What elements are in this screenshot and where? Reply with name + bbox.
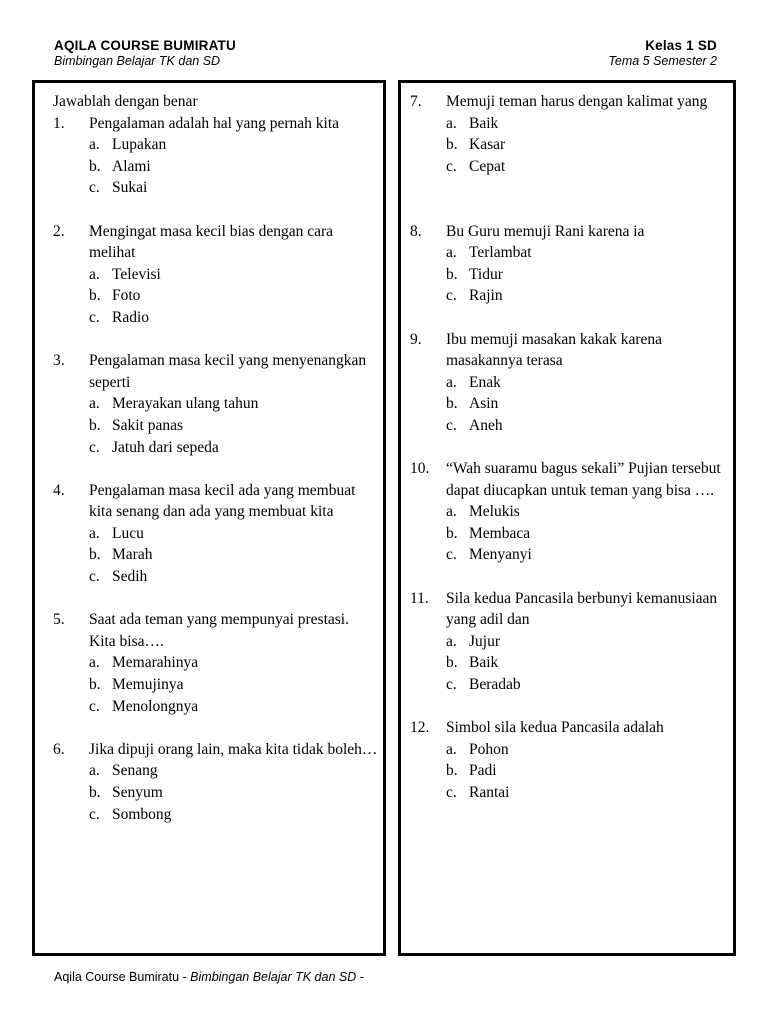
- option-letter: c.: [446, 157, 457, 175]
- header-left: [54, 38, 236, 69]
- answer-option: [410, 264, 732, 286]
- question-item: [410, 588, 732, 696]
- footer-trail: -: [356, 970, 364, 984]
- question-number: 12.: [410, 719, 430, 737]
- answer-option: [53, 804, 379, 826]
- answer-option: [410, 393, 732, 415]
- option-letter: a.: [89, 524, 100, 542]
- option-letter: a.: [446, 632, 457, 650]
- option-text: Pohon: [469, 740, 509, 758]
- question-number: 10.: [410, 460, 430, 478]
- answer-option: [410, 674, 732, 696]
- option-text: Alami: [112, 157, 151, 175]
- answer-option: [410, 285, 732, 307]
- option-text: Sedih: [112, 568, 148, 586]
- option-letter: a.: [89, 762, 100, 780]
- answer-option: [53, 134, 379, 156]
- question-text: Saat ada teman yang mempunyai prestasi. Kita bisa….: [89, 611, 349, 650]
- option-list: [410, 739, 732, 804]
- left-column: [53, 91, 379, 847]
- option-text: Jatuh dari sepeda: [112, 438, 219, 456]
- question-text: Mengingat masa kecil bias dengan cara melihat: [89, 222, 334, 262]
- option-letter: c.: [446, 287, 457, 305]
- question-item: [410, 329, 732, 437]
- option-text: Memarahinya: [112, 654, 199, 672]
- question-item: [53, 480, 379, 588]
- option-letter: a.: [89, 265, 100, 283]
- course-name: AQILA COURSE BUMIRATU: [54, 38, 236, 53]
- option-text: Kasar: [469, 136, 506, 154]
- option-text: Sombong: [112, 805, 172, 823]
- option-text: Beradab: [469, 676, 521, 694]
- option-list: [410, 501, 732, 566]
- question-number: 6.: [53, 740, 65, 758]
- answer-option: [53, 523, 379, 545]
- question-number: 4.: [53, 481, 65, 499]
- answer-option: [53, 415, 379, 437]
- answer-option: [53, 566, 379, 588]
- answer-option: [53, 696, 379, 718]
- option-letter: b.: [446, 395, 458, 413]
- option-text: Baik: [469, 654, 499, 672]
- answer-option: [53, 437, 379, 459]
- question-row: [53, 739, 379, 761]
- question-text: “Wah suaramu bagus sekali” Pujian tersebut dapat diucapkan untuk teman yang bisa ….: [446, 460, 721, 499]
- question-item: [53, 609, 379, 717]
- question-row: [410, 588, 732, 631]
- option-text: Memujinya: [112, 676, 184, 694]
- option-text: Padi: [469, 762, 497, 780]
- answer-option: [53, 177, 379, 199]
- question-number: 8.: [410, 222, 422, 240]
- answer-option: [410, 631, 732, 653]
- option-text: Sakit panas: [112, 416, 184, 434]
- answer-option: [410, 415, 732, 437]
- question-item: [410, 717, 732, 803]
- option-letter: b.: [89, 546, 101, 564]
- question-row: [410, 458, 732, 501]
- answer-option: [410, 113, 732, 135]
- option-letter: b.: [446, 654, 458, 672]
- header-right: [608, 38, 717, 69]
- left-question-list: [53, 113, 379, 826]
- option-letter: b.: [89, 676, 101, 694]
- question-number: 11.: [410, 589, 429, 607]
- option-letter: c.: [89, 697, 100, 715]
- answer-option: [53, 652, 379, 674]
- question-number: 2.: [53, 222, 65, 240]
- answer-option: [410, 760, 732, 782]
- instruction-text: Jawablah dengan benar: [53, 93, 198, 110]
- question-number: 3.: [53, 352, 65, 370]
- question-number: 5.: [53, 611, 65, 629]
- question-text: Pengalaman masa kecil ada yang membuat kita senang dan ada yang membuat kita: [89, 481, 356, 521]
- question-text: Pengalaman adalah hal yang pernah kita: [89, 114, 340, 132]
- option-list: [53, 134, 379, 199]
- option-letter: a.: [446, 373, 457, 391]
- right-question-list: [410, 91, 732, 804]
- option-letter: b.: [89, 287, 101, 305]
- option-list: [53, 393, 379, 458]
- option-text: Membaca: [469, 524, 531, 542]
- answer-option: [410, 372, 732, 394]
- option-text: Cepat: [469, 157, 506, 175]
- question-number: 9.: [410, 330, 422, 348]
- answer-option: [53, 307, 379, 329]
- question-row: [53, 480, 379, 523]
- option-letter: c.: [89, 805, 100, 823]
- course-subtitle: Bimbingan Belajar TK dan SD: [54, 54, 221, 68]
- question-text: Ibu memuji masakan kakak karena masakannya terasa: [446, 330, 663, 370]
- option-text: Jujur: [469, 632, 500, 650]
- option-letter: a.: [89, 654, 100, 672]
- question-row: [410, 329, 732, 372]
- question-text: Sila kedua Pancasila berbunyi kemanusiaan yang adil dan: [446, 589, 718, 629]
- option-letter: b.: [446, 762, 458, 780]
- question-item: [53, 113, 379, 199]
- footer: [54, 970, 364, 984]
- option-text: Foto: [112, 287, 141, 305]
- answer-option: [410, 242, 732, 264]
- option-letter: c.: [446, 784, 457, 801]
- answer-option: [53, 264, 379, 286]
- answer-option: [410, 739, 732, 761]
- question-number: 7.: [410, 93, 422, 110]
- option-text: Televisi: [112, 265, 161, 283]
- question-text: Pengalaman masa kecil yang menyenangkan seperti: [89, 352, 367, 391]
- footer-tagline: Bimbingan Belajar TK dan SD: [190, 970, 357, 984]
- answer-option: [53, 285, 379, 307]
- option-letter: b.: [446, 265, 458, 283]
- option-letter: c.: [446, 676, 457, 694]
- answer-option: [410, 782, 732, 804]
- question-text: Bu Guru memuji Rani karena ia: [446, 222, 645, 240]
- question-text: Simbol sila kedua Pancasila adalah: [446, 719, 664, 737]
- option-text: Terlambat: [469, 244, 532, 262]
- option-letter: a.: [89, 395, 100, 413]
- option-text: Menolongnya: [112, 697, 199, 715]
- option-text: Asin: [469, 395, 499, 413]
- answer-option: [410, 544, 732, 566]
- option-letter: a.: [446, 740, 457, 758]
- option-text: Senang: [112, 762, 158, 780]
- answer-option: [410, 134, 732, 156]
- question-row: [53, 350, 379, 393]
- answer-option: [410, 501, 732, 523]
- option-text: Marah: [112, 546, 153, 564]
- option-text: Tidur: [469, 265, 503, 283]
- option-letter: c.: [89, 438, 100, 456]
- footer-separator: -: [179, 970, 191, 984]
- option-text: Aneh: [469, 416, 503, 434]
- answer-option: [53, 782, 379, 804]
- question-row: [53, 113, 379, 135]
- option-letter: c.: [89, 568, 100, 586]
- answer-option: [410, 652, 732, 674]
- option-list: [53, 264, 379, 329]
- option-list: [410, 372, 732, 437]
- option-letter: b.: [89, 416, 101, 434]
- question-row: [410, 221, 732, 243]
- answer-option: [53, 760, 379, 782]
- option-letter: c.: [89, 179, 100, 197]
- answer-option: [53, 544, 379, 566]
- option-letter: c.: [89, 308, 100, 326]
- answer-option: [53, 674, 379, 696]
- option-list: [410, 113, 732, 178]
- option-text: Baik: [469, 114, 499, 132]
- option-list: [410, 631, 732, 696]
- option-letter: c.: [446, 416, 457, 434]
- option-text: Melukis: [469, 503, 520, 521]
- answer-option: [410, 156, 732, 178]
- option-text: Merayakan ulang tahun: [112, 395, 259, 413]
- option-text: Menyanyi: [469, 546, 532, 564]
- option-letter: a.: [446, 244, 457, 262]
- question-row: [53, 609, 379, 652]
- footer-brand: Aqila Course Bumiratu: [54, 970, 180, 984]
- question-item: [410, 91, 732, 177]
- option-letter: c.: [446, 546, 457, 564]
- option-letter: a.: [446, 114, 457, 132]
- question-row: [410, 91, 732, 113]
- option-text: Radio: [112, 308, 150, 326]
- question-number: 1.: [53, 114, 65, 132]
- question-text: Memuji teman harus dengan kalimat yang: [446, 93, 708, 110]
- question-row: [410, 717, 732, 739]
- option-text: Sukai: [112, 179, 148, 197]
- question-item: [53, 221, 379, 329]
- option-list: [410, 242, 732, 307]
- question-item: [410, 221, 732, 307]
- question-item: [410, 458, 732, 566]
- option-letter: b.: [89, 157, 101, 175]
- option-list: [53, 652, 379, 717]
- question-item: [53, 350, 379, 458]
- option-list: [53, 523, 379, 588]
- answer-option: [53, 393, 379, 415]
- option-text: Enak: [469, 373, 501, 391]
- option-letter: b.: [446, 136, 458, 154]
- question-row: [53, 221, 379, 264]
- answer-option: [53, 156, 379, 178]
- answer-option: [410, 523, 732, 545]
- option-text: Senyum: [112, 784, 163, 801]
- option-text: Rantai: [469, 784, 510, 801]
- option-text: Lucu: [112, 524, 144, 542]
- question-item: [53, 739, 379, 825]
- option-text: Lupakan: [112, 136, 167, 154]
- option-text: Rajin: [469, 287, 503, 305]
- option-letter: b.: [446, 524, 458, 542]
- right-column: [410, 91, 732, 825]
- theme-semester-label: Tema 5 Semester 2: [608, 54, 717, 68]
- option-letter: a.: [89, 136, 100, 154]
- question-text: Jika dipuji orang lain, maka kita tidak boleh…: [89, 740, 378, 758]
- class-label: Kelas 1 SD: [645, 38, 717, 53]
- option-letter: b.: [89, 784, 101, 801]
- option-list: [53, 760, 379, 825]
- option-letter: a.: [446, 503, 457, 521]
